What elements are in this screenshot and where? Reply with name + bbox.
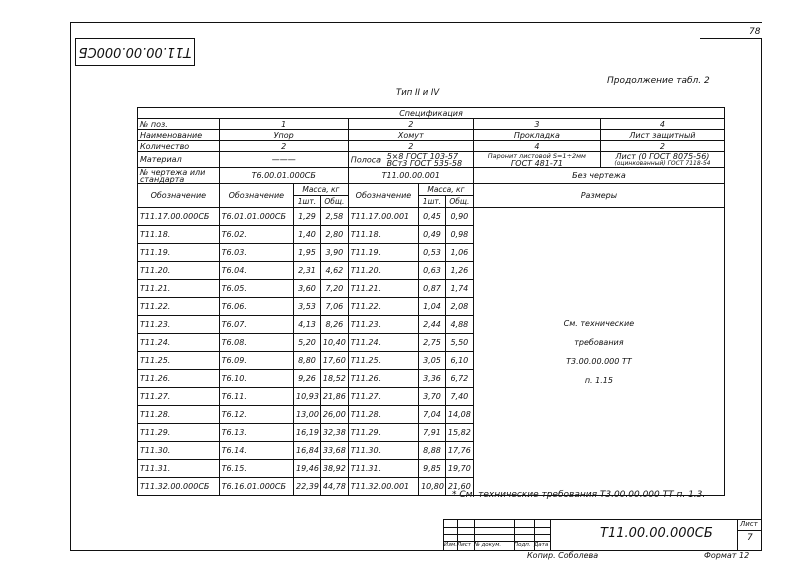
cell-des: Т11.29. (138, 424, 220, 442)
cell-m2: 10,80 (419, 478, 446, 496)
designation-header: Обозначение (138, 184, 220, 208)
name-4: Лист защитный (600, 130, 724, 141)
cell-des: Т11.22. (138, 298, 220, 316)
material-2-line2: ВСт3 ГОСТ 535-58 (386, 158, 463, 168)
stamp-col-doc: № докум. (474, 542, 502, 548)
cell-d1: Т6.01.01.000СБ (219, 208, 293, 226)
cell-t2: 0,98 (445, 226, 473, 244)
cell-d2: Т11.30. (348, 442, 418, 460)
cell-t1: 26,00 (320, 406, 348, 424)
cell-t2: 21,60 (445, 478, 473, 496)
notes-line2: требования (574, 337, 624, 347)
stamp-col-sign: Подп. (514, 542, 531, 548)
cell-d1: Т6.12. (219, 406, 293, 424)
cell-m1: 22,39 (294, 478, 321, 496)
cell-t1: 32,38 (320, 424, 348, 442)
continuation-label: Продолжение табл. 2 (607, 76, 710, 86)
total-header-2: Общ. (445, 196, 473, 208)
stamp-grid (444, 520, 550, 551)
name-2: Хомут (348, 130, 473, 141)
format-label: Формат 12 (704, 551, 750, 560)
cell-d1: Т6.14. (219, 442, 293, 460)
material-3-line1: Паронит листовой S=1÷2мм (487, 151, 586, 160)
cell-m2: 0,45 (419, 208, 446, 226)
sheet-box (737, 519, 762, 550)
cell-d2: Т11.23. (348, 316, 418, 334)
pos-3: 3 (473, 119, 600, 130)
cell-m1: 8,80 (294, 352, 321, 370)
cell-m2: 3,05 (419, 352, 446, 370)
material-1: ——— (219, 152, 348, 168)
cell-m1: 1,29 (294, 208, 321, 226)
notes-line1: См. технические (563, 318, 635, 328)
cell-t2: 6,72 (445, 370, 473, 388)
cell-m1: 3,53 (294, 298, 321, 316)
rotated-designation-box (75, 38, 195, 66)
specification-table (137, 107, 725, 496)
material-4-line2: (оцинкованный) ГОСТ 7118-54 (614, 159, 711, 167)
cell-m1: 10,93 (294, 388, 321, 406)
qty-header: Количество (138, 141, 220, 152)
sizes-notes-cell (473, 208, 724, 496)
cell-m2: 8,88 (419, 442, 446, 460)
one-header-1: 1шт. (294, 196, 321, 208)
cell-m1: 13,00 (294, 406, 321, 424)
cell-t1: 44,78 (320, 478, 348, 496)
sizes-header: Размеры (473, 184, 724, 208)
cell-m1: 19,46 (294, 460, 321, 478)
cell-d1: Т6.09. (219, 352, 293, 370)
cell-d1: Т6.04. (219, 262, 293, 280)
cell-des: Т11.26. (138, 370, 220, 388)
cell-m2: 7,91 (419, 424, 446, 442)
cell-m1: 16,19 (294, 424, 321, 442)
drawing-header: № чертежа или стандарта (138, 168, 220, 184)
cell-d2: Т11.31. (348, 460, 418, 478)
cell-d1: Т6.13. (219, 424, 293, 442)
table-row (138, 208, 725, 226)
cell-m2: 0,63 (419, 262, 446, 280)
cell-t1: 2,80 (320, 226, 348, 244)
cell-t2: 15,82 (445, 424, 473, 442)
type-label: Тип II и IV (396, 88, 440, 98)
material-3 (473, 152, 600, 168)
cell-t1: 10,40 (320, 334, 348, 352)
cell-d2: Т11.32.00.001 (348, 478, 418, 496)
cell-m1: 16,84 (294, 442, 321, 460)
cell-d1: Т6.15. (219, 460, 293, 478)
stamp-code: Т11.00.00.000СБ (600, 526, 713, 541)
material-header: Материал (138, 152, 220, 168)
qty-3: 4 (473, 141, 600, 152)
cell-t2: 5,50 (445, 334, 473, 352)
name-1: Упор (219, 130, 348, 141)
cell-m2: 3,70 (419, 388, 446, 406)
cell-m2: 0,49 (419, 226, 446, 244)
cell-m2: 7,04 (419, 406, 446, 424)
cell-t2: 7,40 (445, 388, 473, 406)
cell-t2: 1,06 (445, 244, 473, 262)
cell-d1: Т6.06. (219, 298, 293, 316)
one-header-2: 1шт. (419, 196, 446, 208)
pos-4: 4 (600, 119, 724, 130)
cell-d2: Т11.17.00.001 (348, 208, 418, 226)
material-2-prefix: Полоса (350, 155, 382, 164)
material-2 (348, 152, 473, 168)
cell-m1: 1,95 (294, 244, 321, 262)
cell-t2: 17,76 (445, 442, 473, 460)
cell-t1: 8,26 (320, 316, 348, 334)
cell-des: Т11.24. (138, 334, 220, 352)
cell-t2: 14,08 (445, 406, 473, 424)
cell-m1: 3,60 (294, 280, 321, 298)
cell-d1: Т6.05. (219, 280, 293, 298)
cell-t1: 2,58 (320, 208, 348, 226)
stamp-col-labels (444, 542, 550, 549)
stamp-col-list: Лист (457, 542, 471, 548)
cell-des: Т11.20. (138, 262, 220, 280)
cell-des: Т11.25. (138, 352, 220, 370)
drawing-3-4: Без чертежа (473, 168, 724, 184)
cell-des: Т11.30. (138, 442, 220, 460)
name-3: Прокладка (473, 130, 600, 141)
material-4 (600, 152, 724, 168)
qty-4: 2 (600, 141, 724, 152)
mass-header-1: Масса, кг (294, 184, 349, 196)
cell-t2: 4,88 (445, 316, 473, 334)
cell-d1: Т6.10. (219, 370, 293, 388)
pos-1: 1 (219, 119, 348, 130)
total-header-1: Общ. (320, 196, 348, 208)
cell-d2: Т11.21. (348, 280, 418, 298)
stamp-col-izm: Изм. (444, 542, 457, 548)
cell-t2: 19,70 (445, 460, 473, 478)
cell-m2: 1,04 (419, 298, 446, 316)
cell-m2: 0,53 (419, 244, 446, 262)
frame-top-tick (700, 38, 761, 39)
designation-header-1: Обозначение (219, 184, 293, 208)
cell-des: Т11.19. (138, 244, 220, 262)
cell-d2: Т11.22. (348, 298, 418, 316)
cell-m2: 0,87 (419, 280, 446, 298)
footnote: * См. технические требования Т3.00.00.000 ТТ п. 1.3. (452, 490, 706, 500)
cell-m1: 5,20 (294, 334, 321, 352)
cell-d1: Т6.03. (219, 244, 293, 262)
cell-d2: Т11.26. (348, 370, 418, 388)
cell-des: Т11.17.00.000СБ (138, 208, 220, 226)
cell-m1: 9,26 (294, 370, 321, 388)
frame-right-border (761, 38, 762, 550)
cell-d2: Т11.19. (348, 244, 418, 262)
cell-d2: Т11.20. (348, 262, 418, 280)
cell-m1: 1,40 (294, 226, 321, 244)
cell-des: Т11.32.00.000СБ (138, 478, 220, 496)
mass-header-2: Масса, кг (419, 184, 474, 196)
cell-t2: 6,10 (445, 352, 473, 370)
material-2-line1: 5×8 ГОСТ 103-57 (386, 151, 459, 161)
drawing-1: Т6.00.01.000СБ (219, 168, 348, 184)
cell-t1: 3,90 (320, 244, 348, 262)
title-block (443, 519, 762, 551)
sheet-number: 7 (747, 533, 753, 543)
cell-d2: Т11.18. (348, 226, 418, 244)
rotated-designation: Т11.00.00.000СБ (78, 44, 192, 60)
copied-by: Копир. Соболева (527, 551, 599, 560)
notes-line4: п. 1.15 (584, 375, 613, 385)
cell-t2: 2,08 (445, 298, 473, 316)
qty-1: 2 (219, 141, 348, 152)
cell-d1: Т6.02. (219, 226, 293, 244)
material-4-line1: Лист (0 ГОСТ 8075-56) (615, 151, 710, 161)
cell-des: Т11.21. (138, 280, 220, 298)
material-3-line2: ГОСТ 481-71 (510, 158, 563, 168)
cell-d1: Т6.16.01.000СБ (219, 478, 293, 496)
cell-m2: 2,75 (419, 334, 446, 352)
cell-d1: Т6.11. (219, 388, 293, 406)
spec-title: Спецификация (138, 108, 725, 119)
pos-header: № поз. (138, 119, 220, 130)
pos-2: 2 (348, 119, 473, 130)
cell-t1: 38,92 (320, 460, 348, 478)
designation-header-2: Обозначение (348, 184, 418, 208)
cell-t2: 1,26 (445, 262, 473, 280)
cell-t1: 33,68 (320, 442, 348, 460)
cell-d2: Т11.29. (348, 424, 418, 442)
cell-t1: 21,86 (320, 388, 348, 406)
data-rows (138, 208, 725, 496)
cell-d1: Т6.07. (219, 316, 293, 334)
sheet-label: Лист (740, 520, 758, 528)
cell-des: Т11.23. (138, 316, 220, 334)
cell-t1: 7,20 (320, 280, 348, 298)
drawing-2: Т11.00.00.001 (348, 168, 473, 184)
cell-des: Т11.18. (138, 226, 220, 244)
cell-d2: Т11.24. (348, 334, 418, 352)
cell-t1: 4,62 (320, 262, 348, 280)
cell-d1: Т6.08. (219, 334, 293, 352)
cell-m1: 4,13 (294, 316, 321, 334)
cell-t2: 0,90 (445, 208, 473, 226)
qty-2: 2 (348, 141, 473, 152)
cell-des: Т11.27. (138, 388, 220, 406)
cell-t2: 1,74 (445, 280, 473, 298)
cell-t1: 17,60 (320, 352, 348, 370)
cell-d2: Т11.28. (348, 406, 418, 424)
cell-des: Т11.31. (138, 460, 220, 478)
cell-t1: 7,06 (320, 298, 348, 316)
cell-m2: 3,36 (419, 370, 446, 388)
cell-m2: 2,44 (419, 316, 446, 334)
cell-m1: 2,31 (294, 262, 321, 280)
cell-d2: Т11.27. (348, 388, 418, 406)
name-header: Наименование (138, 130, 220, 141)
cell-t1: 18,52 (320, 370, 348, 388)
cell-m2: 9,85 (419, 460, 446, 478)
cell-des: Т11.28. (138, 406, 220, 424)
cell-d2: Т11.25. (348, 352, 418, 370)
page-number: 78 (749, 27, 761, 37)
stamp-col-date: Дата (534, 542, 549, 548)
notes-line3: Т3.00.00.000 ТТ (566, 356, 632, 366)
